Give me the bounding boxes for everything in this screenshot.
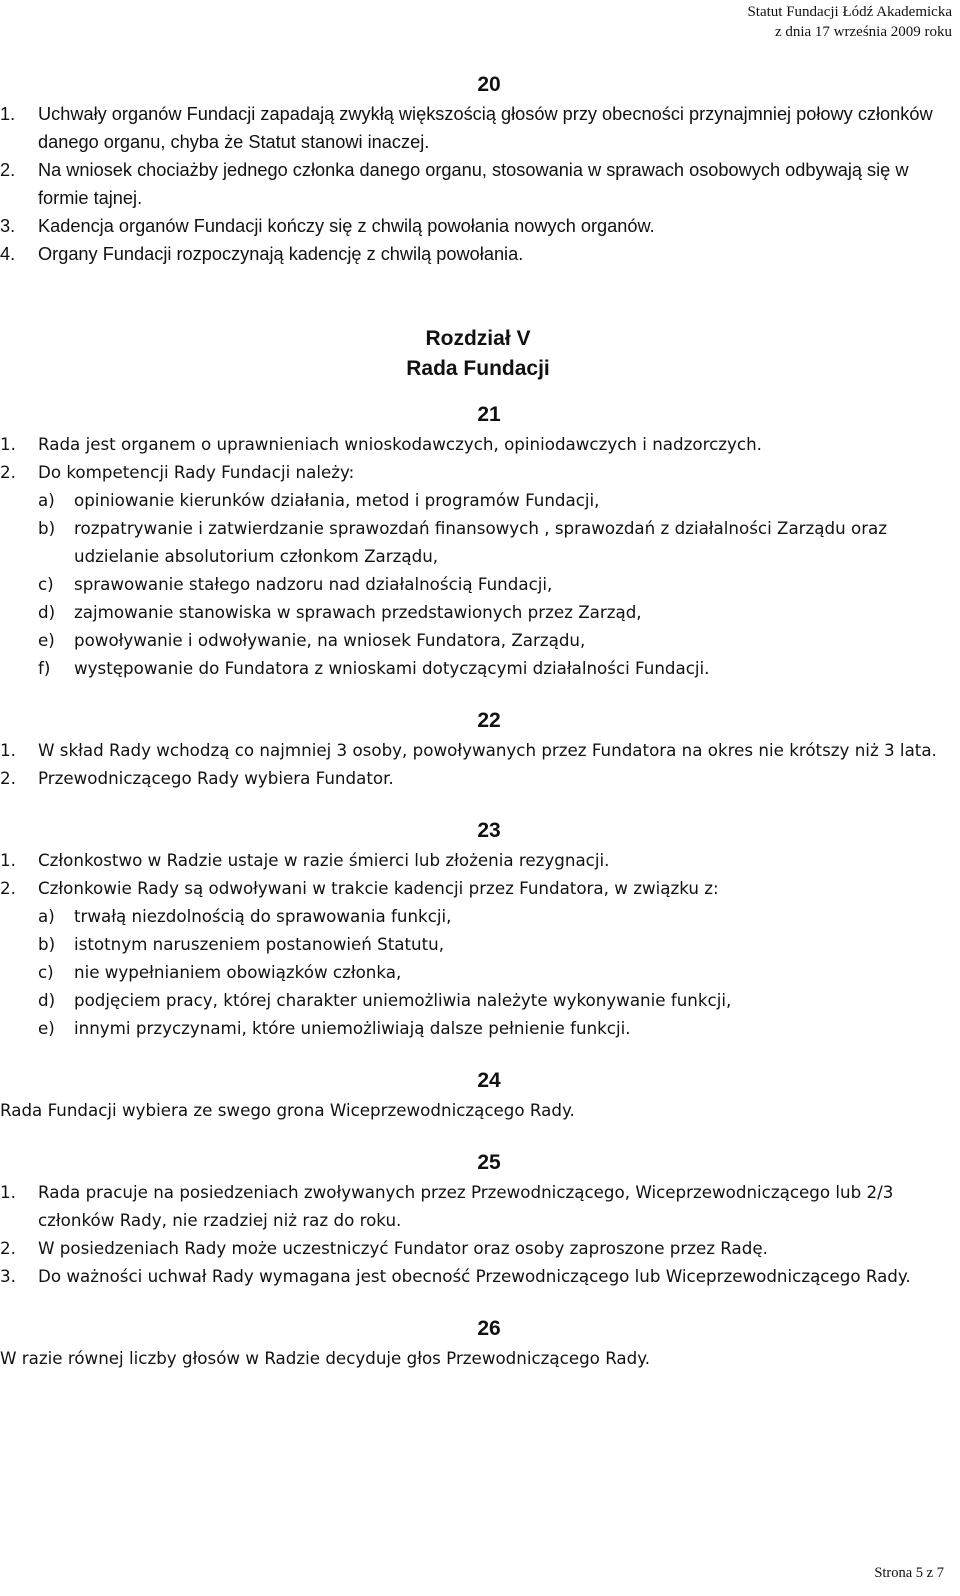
list-item: 4. Organy Fundacji rozpoczynają kadencję z chwilą powołania. [0,244,524,264]
header-title: Statut Fundacji Łódź Akademicka [747,4,952,20]
sub-list-item: c) nie wypełnianiem obowiązków członka, [38,962,402,982]
sub-list-item: c) sprawowanie stałego nadzoru nad działalnością Fundacji, [38,574,553,594]
chapter-number: Rozdział V [425,327,531,350]
document-header [747,2,952,42]
list-item: 1. W skład Rady wchodzą co najmniej 3 osoby, powoływanych przez Fundatora na okres nie krótszy niż 3 lata. [0,740,937,760]
section-heading-22: 22 [477,709,501,732]
list-item: 2. W posiedzeniach Rady może uczestniczyć Fundator oraz osoby zaproszone przez Radę. [0,1238,768,1258]
section-heading-26: 26 [477,1317,501,1340]
section-heading-21: 21 [477,403,501,426]
header-date: z dnia 17 września 2009 roku [774,24,952,40]
sub-list-item: a) opiniowanie kierunków działania, metod i programów Fundacji, [38,490,600,510]
paragraph: W razie równej liczby głosów w Radzie decyduje głos Przewodniczącego Rady. [0,1348,651,1368]
sub-list-item: b) rozpatrywanie i zatwierdzanie sprawozdań finansowych , sprawozdań z działalności Zarządu oraz udzielanie absolutorium członkom Zarządu, [38,518,888,566]
section-heading-25: 25 [477,1151,501,1174]
sub-list-item: e) innymi przyczynami, które uniemożliwiają dalsze pełnienie funkcji. [38,1018,631,1038]
list-item: 2. Przewodniczącego Rady wybiera Fundator. [0,768,394,788]
list-item: 3. Do ważności uchwał Rady wymagana jest obecność Przewodniczącego lub Wiceprzewodniczącego Rady. [0,1266,911,1286]
sub-list-item: f) występowanie do Fundatora z wnioskami dotyczącymi działalności Fundacji. [38,658,710,678]
sub-list-item: e) powoływanie i odwoływanie, na wniosek Fundatora, Zarządu, [38,630,586,650]
list-item: 1. Rada pracuje na posiedzeniach zwoływanych przez Przewodniczącego, Wiceprzewodniczącego lub 2/3 członków Rady, nie rzadziej niż raz do roku. [0,1182,894,1230]
section-heading-20: 20 [477,73,501,96]
paragraph: Rada Fundacji wybiera ze swego grona Wiceprzewodniczącego Rady. [0,1100,575,1120]
section-heading-23: 23 [477,819,501,842]
list-item: 2. Do kompetencji Rady Fundacji należy: [0,462,355,482]
list-item: 2. Członkowie Rady są odwoływani w trakcie kadencji przez Fundatora, w związku z: [0,878,719,898]
section-heading-24: 24 [477,1069,501,1092]
list-item: 3. Kadencja organów Fundacji kończy się z chwilą powołania nowych organów. [0,216,655,236]
document-body [0,70,956,1372]
list-item: 1. Członkostwo w Radzie ustaje w razie śmierci lub złożenia rezygnacji. [0,850,610,870]
sub-list-item: b) istotnym naruszeniem postanowień Statutu, [38,934,445,954]
page-number: Strona 5 z 7 [874,1565,944,1581]
list-item: 1. Rada jest organem o uprawnieniach wnioskodawczych, opiniodawczych i nadzorczych. [0,434,762,454]
chapter-title: Rada Fundacji [406,357,550,380]
sub-list-item: d) zajmowanie stanowiska w sprawach przedstawionych przez Zarząd, [38,602,642,622]
list-item: 1. Uchwały organów Fundacji zapadają zwykłą większością głosów przy obecności przynajmniej połowy członków danego organu, chyba że Statut stanowi inaczej. [0,104,933,152]
sub-list-item: d) podjęciem pracy, której charakter uniemożliwia należyte wykonywanie funkcji, [38,990,732,1010]
sub-list-item: a) trwałą niezdolnością do sprawowania funkcji, [38,906,452,926]
list-item: 2. Na wniosek chociażby jednego członka danego organu, stosowania w sprawach osobowych odbywają się w formie tajnej. [0,160,909,208]
